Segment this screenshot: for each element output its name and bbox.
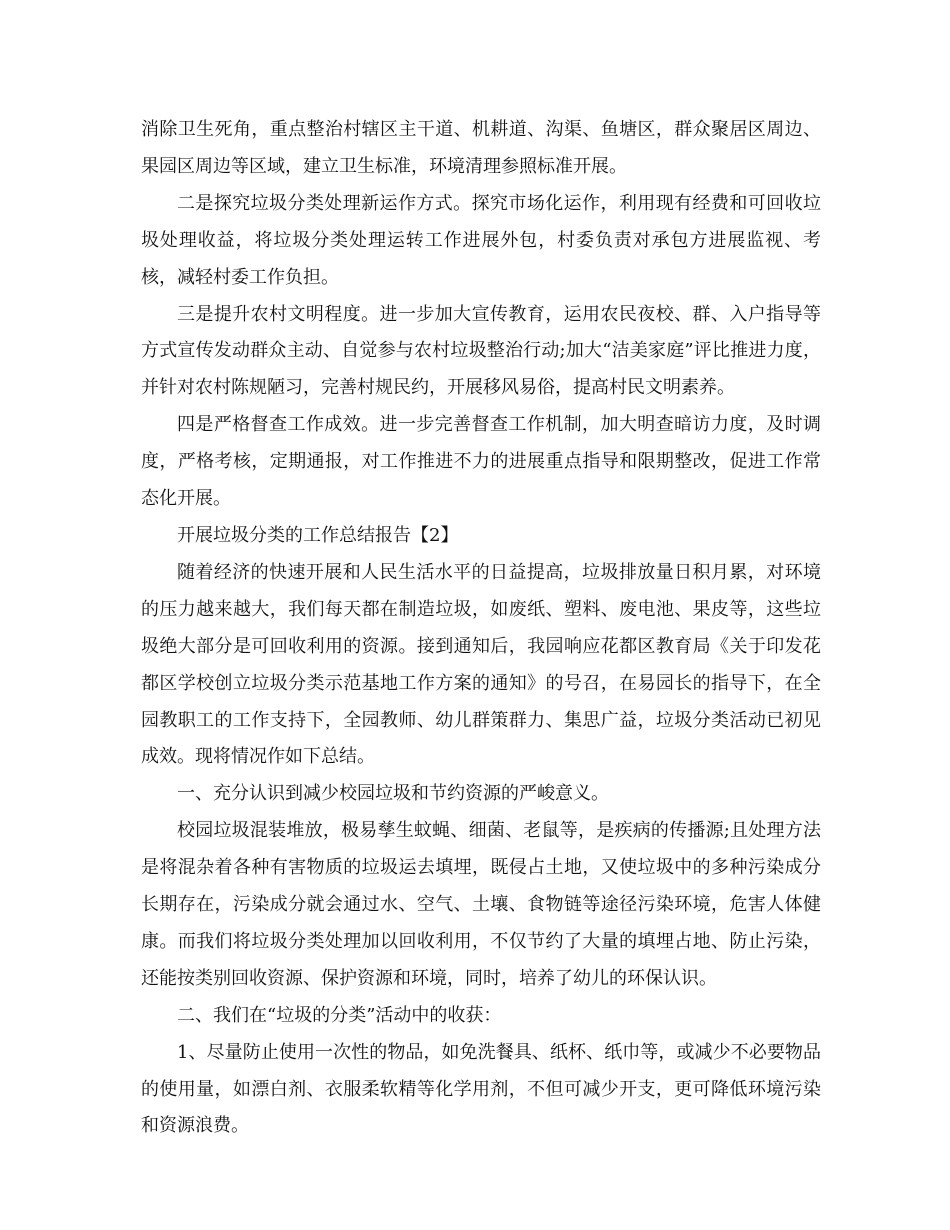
paragraph-introduction: 随着经济的快速开展和人民生活水平的日益提高，垃圾排放量日积月累，对环境的压力越来越大，我们每天都在制造垃圾，如废纸、塑料、废电池、果皮等，这些垃圾绝大部分是可回收利用的资源。接到通知后，我园响应花都区教育局《关于印发花都区学校创立垃圾分类示范基地工作方案的通知》的号召，在易园长的指导下，在全园教职工的工作支持下，全园教师、幼儿群策群力、集思广益，垃圾分类活动已初见成效。现将情况作如下总结。 [141, 561, 821, 768]
subheading-two: 二、我们在“垃圾的分类”活动中的收获： [177, 1004, 502, 1026]
document-body [141, 112, 821, 1145]
paragraph-point-three: 三是提升农村文明程度。进一步加大宣传教育，运用农民夜校、群、入户指导等方式宣传发动群众主动、自觉参与农村垃圾整治行动;加大“洁美家庭”评比推进力度，并针对农村陈规陋习，完善村规民约，开展移风易俗，提高村民文明素养。 [141, 303, 821, 399]
paragraph-significance: 校园垃圾混装堆放，极易孳生蚊蝇、细菌、老鼠等，是疾病的传播源;且处理方法是将混杂着各种有害物质的垃圾运去填埋，既侵占土地，又使垃圾中的多种污染成分长期存在，污染成分就会通过水、空气、土壤、食物链等途径污染环境，危害人体健康。而我们将垃圾分类处理加以回收利用，不仅节约了大量的填埋占地、防止污染，还能按类别回收资源、保护资源和环境，同时，培养了幼儿的环保认识。 [141, 820, 821, 989]
section-heading: 开展垃圾分类的工作总结报告【2】 [177, 524, 459, 546]
list-item-one: 1、尽量防止使用一次性的物品，如免洗餐具、纸杯、纸巾等，或减少不必要物品的使用量，如漂白剂、衣服柔软精等化学用剂，不但可减少开支，更可降低环境污染和资源浪费。 [141, 1041, 821, 1137]
paragraph-continuation: 消除卫生死角，重点整治村辖区主干道、机耕道、沟渠、鱼塘区，群众聚居区周边、果园区周边等区域，建立卫生标准，环境清理参照标准开展。 [141, 119, 821, 177]
subheading-one: 一、充分认识到减少校园垃圾和节约资源的严峻意义。 [177, 783, 609, 805]
paragraph-point-two: 二是探究垃圾分类处理新运作方式。探究市场化运作，利用现有经费和可回收垃圾处理收益，将垃圾分类处理运转工作进展外包，村委负责对承包方进展监视、考核，减轻村委工作负担。 [141, 192, 821, 288]
paragraph-point-four: 四是严格督查工作成效。进一步完善督查工作机制，加大明查暗访力度，及时调度，严格考核，定期通报，对工作推进不力的进展重点指导和限期整改，促进工作常态化开展。 [141, 414, 821, 510]
